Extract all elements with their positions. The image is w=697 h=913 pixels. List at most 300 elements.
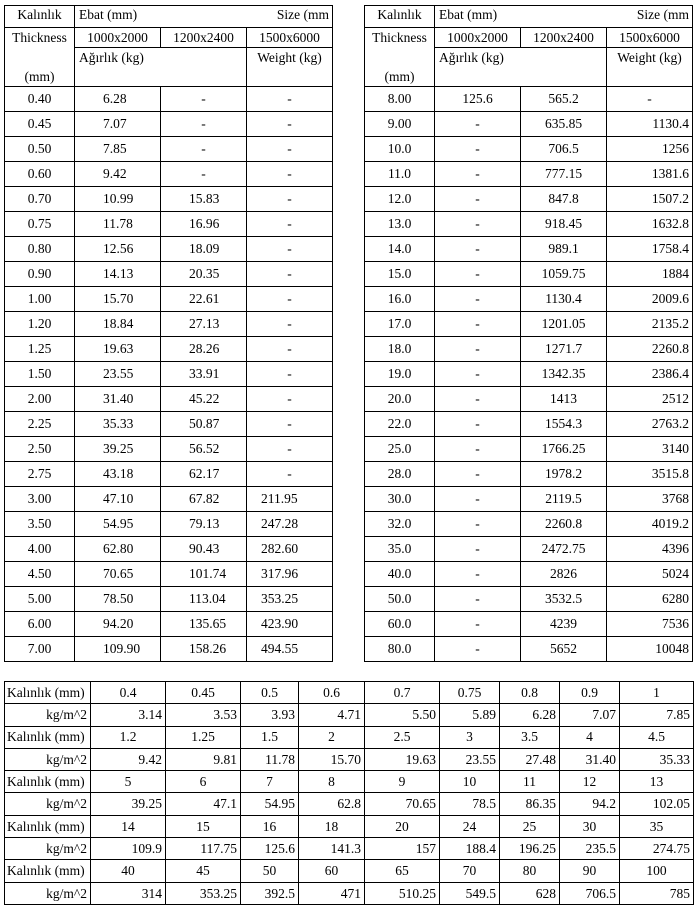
weight-1000x2000-cell: -: [435, 487, 521, 512]
thickness-cell: 0.50: [5, 137, 75, 162]
weight-1200x2400-cell: 777.15: [521, 162, 607, 187]
weight-1000x2000-cell: 43.18: [75, 462, 161, 487]
weight-1000x2000-cell: -: [435, 162, 521, 187]
thickness-value-cell: 4: [560, 726, 620, 748]
thickness-cell: 7.00: [5, 637, 75, 662]
weight-1000x2000-cell: -: [435, 562, 521, 587]
table-row: [365, 562, 693, 587]
thickness-cell: 4.50: [5, 562, 75, 587]
thickness-value-cell: 0.5: [241, 682, 299, 704]
kgm2-value-cell: 4.71: [299, 704, 365, 726]
kgm2-value-cell: 39.25: [91, 793, 166, 815]
thickness-value-cell: 50: [241, 860, 299, 882]
thickness-cell: 6.00: [5, 612, 75, 637]
table-row: [5, 262, 333, 287]
kgm2-value-cell: 3.53: [166, 704, 241, 726]
table-row: [365, 162, 693, 187]
table-row: [5, 562, 333, 587]
weight-1500x6000-cell: 1381.6: [607, 162, 693, 187]
weight-1000x2000-cell: 11.78: [75, 212, 161, 237]
weight-1500x6000-cell: 7536: [607, 612, 693, 637]
weight-1200x2400-cell: 1271.7: [521, 337, 607, 362]
thickness-value-cell: 1.2: [91, 726, 166, 748]
thickness-cell: 0.80: [5, 237, 75, 262]
thickness-row-label: Kalınlık (mm): [5, 771, 91, 793]
weight-1200x2400-cell: 1059.75: [521, 262, 607, 287]
unit-label: (mm): [5, 48, 75, 87]
table-row: [5, 437, 333, 462]
thickness-cell: 30.0: [365, 487, 435, 512]
table-row: [5, 512, 333, 537]
kgm2-value-cell: 11.78: [241, 748, 299, 770]
weight-label-tr: Ağırlık (kg): [435, 48, 521, 87]
kgm2-value-cell: 274.75: [620, 838, 694, 860]
thickness-value-cell: 3: [440, 726, 500, 748]
thickness-row-label: Kalınlık (mm): [5, 726, 91, 748]
weight-1500x6000-cell: -: [247, 87, 333, 112]
thickness-cell: 4.00: [5, 537, 75, 562]
thickness-cell: 0.45: [5, 112, 75, 137]
weight-1000x2000-cell: -: [435, 512, 521, 537]
size-1500-header: 1500x6000: [607, 28, 693, 48]
thickness-label-tr: Kalınlık: [5, 6, 75, 28]
table-row: [365, 587, 693, 612]
kgm2-value-cell: 86.35: [500, 793, 560, 815]
kgm2-row: [5, 793, 694, 815]
kgm2-value-cell: 70.65: [365, 793, 440, 815]
weight-1500x6000-cell: 5024: [607, 562, 693, 587]
size-label: Size (mm: [247, 6, 333, 28]
weight-1500x6000-cell: 282.60: [247, 537, 333, 562]
table-row: [365, 637, 693, 662]
kgm2-value-cell: 628: [500, 882, 560, 904]
weight-1500x6000-cell: 2135.2: [607, 312, 693, 337]
thickness-value-cell: 1: [620, 682, 694, 704]
thickness-label-tr: Kalınlık: [365, 6, 435, 28]
table-row: [5, 112, 333, 137]
table-row: [365, 187, 693, 212]
thickness-value-cell: 0.8: [500, 682, 560, 704]
thickness-cell: 35.0: [365, 537, 435, 562]
thickness-value-cell: 100: [620, 860, 694, 882]
thickness-cell: 2.00: [5, 387, 75, 412]
table-row: [5, 212, 333, 237]
kgm2-row: [5, 704, 694, 726]
thickness-value-cell: 10: [440, 771, 500, 793]
kgm2-row-label: kg/m^2: [5, 748, 91, 770]
kgm2-row: [5, 838, 694, 860]
weight-1000x2000-cell: -: [435, 262, 521, 287]
thickness-cell: 17.0: [365, 312, 435, 337]
weight-1500x6000-cell: 2386.4: [607, 362, 693, 387]
weight-1000x2000-cell: 35.33: [75, 412, 161, 437]
weight-1200x2400-cell: 33.91: [161, 362, 247, 387]
thickness-value-cell: 9: [365, 771, 440, 793]
weight-1500x6000-cell: 3140: [607, 437, 693, 462]
kgm2-value-cell: 19.63: [365, 748, 440, 770]
weight-1000x2000-cell: 94.20: [75, 612, 161, 637]
thickness-cell: 20.0: [365, 387, 435, 412]
kgm2-value-cell: 54.95: [241, 793, 299, 815]
table-row: [365, 387, 693, 412]
kgm2-row-label: kg/m^2: [5, 704, 91, 726]
size-1200-header: 1200x2400: [161, 28, 247, 48]
kgm2-row-label: kg/m^2: [5, 882, 91, 904]
weight-1500x6000-cell: 3515.8: [607, 462, 693, 487]
thickness-row: [5, 815, 694, 837]
table-row: [5, 187, 333, 212]
weight-1500x6000-cell: -: [247, 437, 333, 462]
weight-1000x2000-cell: 7.07: [75, 112, 161, 137]
weight-1000x2000-cell: -: [435, 412, 521, 437]
kgm2-value-cell: 9.42: [91, 748, 166, 770]
weight-1200x2400-cell: -: [161, 112, 247, 137]
thickness-cell: 0.90: [5, 262, 75, 287]
table-row: [365, 487, 693, 512]
weight-1200x2400-cell: 2260.8: [521, 512, 607, 537]
weight-1200x2400-cell: 62.17: [161, 462, 247, 487]
weight-1000x2000-cell: 9.42: [75, 162, 161, 187]
kgm2-value-cell: 7.07: [560, 704, 620, 726]
weight-1200x2400-cell: 847.8: [521, 187, 607, 212]
table-row: [5, 462, 333, 487]
weight-1500x6000-cell: 317.96: [247, 562, 333, 587]
thickness-cell: 60.0: [365, 612, 435, 637]
table-row: [5, 287, 333, 312]
kgm2-value-cell: 3.93: [241, 704, 299, 726]
kgm2-value-cell: 188.4: [440, 838, 500, 860]
thickness-value-cell: 40: [91, 860, 166, 882]
thickness-cell: 32.0: [365, 512, 435, 537]
weight-1000x2000-cell: -: [435, 612, 521, 637]
kgm2-value-cell: 549.5: [440, 882, 500, 904]
kgm2-value-cell: 314: [91, 882, 166, 904]
thickness-cell: 0.75: [5, 212, 75, 237]
weight-1000x2000-cell: -: [435, 362, 521, 387]
weight-label-en: Weight (kg): [607, 48, 693, 87]
kgm2-value-cell: 471: [299, 882, 365, 904]
kgm2-value-cell: 117.75: [166, 838, 241, 860]
thickness-value-cell: 0.4: [91, 682, 166, 704]
weight-1500x6000-cell: -: [247, 362, 333, 387]
weight-1200x2400-cell: 4239: [521, 612, 607, 637]
thickness-value-cell: 30: [560, 815, 620, 837]
weight-1500x6000-cell: 2260.8: [607, 337, 693, 362]
weight-1200x2400-cell: 1554.3: [521, 412, 607, 437]
weight-1000x2000-cell: 6.28: [75, 87, 161, 112]
table-row: [365, 212, 693, 237]
dimension-label: Ebat (mm): [75, 6, 161, 28]
kgm2-value-cell: 353.25: [166, 882, 241, 904]
thickness-cell: 80.0: [365, 637, 435, 662]
weight-1200x2400-cell: 1342.35: [521, 362, 607, 387]
thickness-cell: 12.0: [365, 187, 435, 212]
thickness-cell: 25.0: [365, 437, 435, 462]
thickness-cell: 13.0: [365, 212, 435, 237]
kgm2-value-cell: 5.89: [440, 704, 500, 726]
table-row: [5, 362, 333, 387]
table-row: [5, 537, 333, 562]
thickness-row-label: Kalınlık (mm): [5, 815, 91, 837]
weight-1200x2400-cell: 1766.25: [521, 437, 607, 462]
weight-1500x6000-cell: -: [247, 412, 333, 437]
table-row: [365, 312, 693, 337]
weight-1200x2400-cell: 918.45: [521, 212, 607, 237]
weight-1000x2000-cell: -: [435, 437, 521, 462]
weight-1500x6000-cell: -: [247, 337, 333, 362]
thickness-cell: 10.0: [365, 137, 435, 162]
thickness-cell: 11.0: [365, 162, 435, 187]
weight-1200x2400-cell: -: [161, 162, 247, 187]
left-weight-table: [4, 5, 333, 662]
table-row: [365, 87, 693, 112]
kgm2-value-cell: 706.5: [560, 882, 620, 904]
kgm2-row-label: kg/m^2: [5, 838, 91, 860]
weight-1000x2000-cell: -: [435, 537, 521, 562]
thickness-cell: 1.50: [5, 362, 75, 387]
weight-1000x2000-cell: 39.25: [75, 437, 161, 462]
thickness-value-cell: 8: [299, 771, 365, 793]
left-table-header: [5, 6, 333, 87]
weight-1500x6000-cell: 4396: [607, 537, 693, 562]
weight-1200x2400-cell: 27.13: [161, 312, 247, 337]
kgm2-value-cell: 3.14: [91, 704, 166, 726]
weight-1500x6000-cell: 4019.2: [607, 512, 693, 537]
thickness-cell: 3.00: [5, 487, 75, 512]
table-row: [365, 462, 693, 487]
thickness-cell: 1.20: [5, 312, 75, 337]
thickness-cell: 0.40: [5, 87, 75, 112]
table-row: [5, 162, 333, 187]
weight-1200x2400-cell: 45.22: [161, 387, 247, 412]
kgm2-value-cell: 23.55: [440, 748, 500, 770]
thickness-cell: 3.50: [5, 512, 75, 537]
thickness-label-en: Thickness: [365, 28, 435, 48]
kg-per-m2-body: [5, 682, 694, 905]
weight-1200x2400-cell: 1201.05: [521, 312, 607, 337]
weight-1200x2400-cell: -: [161, 87, 247, 112]
kgm2-value-cell: 6.28: [500, 704, 560, 726]
kgm2-row-label: kg/m^2: [5, 793, 91, 815]
weight-1500x6000-cell: -: [247, 162, 333, 187]
thickness-cell: 1.00: [5, 287, 75, 312]
weight-1500x6000-cell: 3768: [607, 487, 693, 512]
table-row: [365, 337, 693, 362]
weight-1500x6000-cell: 2009.6: [607, 287, 693, 312]
thickness-cell: 50.0: [365, 587, 435, 612]
weight-1500x6000-cell: 2763.2: [607, 412, 693, 437]
thickness-cell: 22.0: [365, 412, 435, 437]
weight-1000x2000-cell: -: [435, 237, 521, 262]
weight-1000x2000-cell: -: [435, 387, 521, 412]
thickness-value-cell: 1.5: [241, 726, 299, 748]
weight-1500x6000-cell: 1130.4: [607, 112, 693, 137]
table-row: [365, 362, 693, 387]
thickness-value-cell: 45: [166, 860, 241, 882]
thickness-value-cell: 35: [620, 815, 694, 837]
weight-1500x6000-cell: 2512: [607, 387, 693, 412]
kgm2-value-cell: 510.25: [365, 882, 440, 904]
weight-1500x6000-cell: -: [247, 462, 333, 487]
weight-1200x2400-cell: 18.09: [161, 237, 247, 262]
thickness-cell: 14.0: [365, 237, 435, 262]
kgm2-value-cell: 5.50: [365, 704, 440, 726]
weight-label-en: Weight (kg): [247, 48, 333, 87]
table-row: [365, 612, 693, 637]
weight-1000x2000-cell: -: [435, 587, 521, 612]
table-row: [365, 137, 693, 162]
weight-1000x2000-cell: -: [435, 187, 521, 212]
weight-1200x2400-cell: 28.26: [161, 337, 247, 362]
thickness-cell: 16.0: [365, 287, 435, 312]
weight-1200x2400-cell: 635.85: [521, 112, 607, 137]
thickness-cell: 0.60: [5, 162, 75, 187]
kgm2-value-cell: 392.5: [241, 882, 299, 904]
weight-1500x6000-cell: 1632.8: [607, 212, 693, 237]
thickness-cell: 18.0: [365, 337, 435, 362]
table-row: [365, 112, 693, 137]
thickness-value-cell: 0.6: [299, 682, 365, 704]
size-1500-header: 1500x6000: [247, 28, 333, 48]
kgm2-value-cell: 102.05: [620, 793, 694, 815]
size-label: Size (mm: [607, 6, 693, 28]
weight-1500x6000-cell: 6280: [607, 587, 693, 612]
kgm2-value-cell: 62.8: [299, 793, 365, 815]
weight-1200x2400-cell: 56.52: [161, 437, 247, 462]
thickness-value-cell: 4.5: [620, 726, 694, 748]
kgm2-value-cell: 157: [365, 838, 440, 860]
weight-1000x2000-cell: 7.85: [75, 137, 161, 162]
thickness-cell: 2.25: [5, 412, 75, 437]
thickness-cell: 2.50: [5, 437, 75, 462]
kgm2-value-cell: 27.48: [500, 748, 560, 770]
thickness-value-cell: 25: [500, 815, 560, 837]
weight-1000x2000-cell: 78.50: [75, 587, 161, 612]
thickness-row-label: Kalınlık (mm): [5, 860, 91, 882]
size-1200-header: 1200x2400: [521, 28, 607, 48]
left-table-body: [5, 87, 333, 662]
table-row: [5, 387, 333, 412]
weight-1200x2400-cell: 20.35: [161, 262, 247, 287]
weight-1500x6000-cell: 1507.2: [607, 187, 693, 212]
table-row: [5, 337, 333, 362]
thickness-value-cell: 14: [91, 815, 166, 837]
weight-1500x6000-cell: -: [247, 387, 333, 412]
weight-1000x2000-cell: -: [435, 337, 521, 362]
weight-1200x2400-cell: 1978.2: [521, 462, 607, 487]
kgm2-value-cell: 35.33: [620, 748, 694, 770]
weight-1200x2400-cell: 113.04: [161, 587, 247, 612]
thickness-row: [5, 860, 694, 882]
right-table-header: [365, 6, 693, 87]
thickness-row-label: Kalınlık (mm): [5, 682, 91, 704]
weight-1000x2000-cell: -: [435, 212, 521, 237]
weight-1000x2000-cell: 10.99: [75, 187, 161, 212]
weight-1000x2000-cell: -: [435, 637, 521, 662]
weight-1200x2400-cell: 67.82: [161, 487, 247, 512]
thickness-cell: 8.00: [365, 87, 435, 112]
thickness-value-cell: 60: [299, 860, 365, 882]
thickness-value-cell: 13: [620, 771, 694, 793]
thickness-cell: 1.25: [5, 337, 75, 362]
thickness-value-cell: 20: [365, 815, 440, 837]
thickness-value-cell: 7: [241, 771, 299, 793]
thickness-cell: 9.00: [365, 112, 435, 137]
thickness-value-cell: 3.5: [500, 726, 560, 748]
table-row: [5, 237, 333, 262]
thickness-value-cell: 15: [166, 815, 241, 837]
thickness-label-en: Thickness: [5, 28, 75, 48]
table-row: [5, 137, 333, 162]
weight-1000x2000-cell: -: [435, 137, 521, 162]
thickness-cell: 2.75: [5, 462, 75, 487]
thickness-cell: 5.00: [5, 587, 75, 612]
thickness-value-cell: 24: [440, 815, 500, 837]
thickness-row: [5, 771, 694, 793]
table-row: [365, 437, 693, 462]
weight-1200x2400-cell: 90.43: [161, 537, 247, 562]
weight-1200x2400-cell: 5652: [521, 637, 607, 662]
thickness-value-cell: 12: [560, 771, 620, 793]
kgm2-row: [5, 882, 694, 904]
weight-1200x2400-cell: 706.5: [521, 137, 607, 162]
weight-1200x2400-cell: 2472.75: [521, 537, 607, 562]
table-row: [5, 487, 333, 512]
weight-1500x6000-cell: 353.25: [247, 587, 333, 612]
thickness-cell: 28.0: [365, 462, 435, 487]
weight-1000x2000-cell: 18.84: [75, 312, 161, 337]
kgm2-value-cell: 47.1: [166, 793, 241, 815]
weight-1500x6000-cell: -: [247, 112, 333, 137]
weight-1200x2400-cell: 989.1: [521, 237, 607, 262]
thickness-value-cell: 18: [299, 815, 365, 837]
weight-1000x2000-cell: 19.63: [75, 337, 161, 362]
weight-1200x2400-cell: 158.26: [161, 637, 247, 662]
weight-1000x2000-cell: -: [435, 287, 521, 312]
unit-label: (mm): [365, 48, 435, 87]
kgm2-row: [5, 748, 694, 770]
weight-1200x2400-cell: 22.61: [161, 287, 247, 312]
table-row: [365, 412, 693, 437]
weight-1200x2400-cell: 2119.5: [521, 487, 607, 512]
thickness-value-cell: 0.75: [440, 682, 500, 704]
thickness-value-cell: 70: [440, 860, 500, 882]
weight-1000x2000-cell: 15.70: [75, 287, 161, 312]
table-row: [5, 612, 333, 637]
kgm2-value-cell: 141.3: [299, 838, 365, 860]
thickness-value-cell: 65: [365, 860, 440, 882]
weight-1500x6000-cell: -: [247, 187, 333, 212]
kgm2-value-cell: 15.70: [299, 748, 365, 770]
weight-1500x6000-cell: 1884: [607, 262, 693, 287]
table-row: [5, 587, 333, 612]
weight-1200x2400-cell: 50.87: [161, 412, 247, 437]
table-row: [5, 312, 333, 337]
dimension-label: Ebat (mm): [435, 6, 521, 28]
thickness-value-cell: 16: [241, 815, 299, 837]
thickness-value-cell: 2: [299, 726, 365, 748]
table-row: [365, 537, 693, 562]
thickness-value-cell: 1.25: [166, 726, 241, 748]
kgm2-value-cell: 94.2: [560, 793, 620, 815]
thickness-row: [5, 726, 694, 748]
right-weight-table: [364, 5, 693, 662]
kgm2-value-cell: 31.40: [560, 748, 620, 770]
weight-1000x2000-cell: 70.65: [75, 562, 161, 587]
right-table-body: [365, 87, 693, 662]
kgm2-value-cell: 109.9: [91, 838, 166, 860]
kgm2-value-cell: 785: [620, 882, 694, 904]
